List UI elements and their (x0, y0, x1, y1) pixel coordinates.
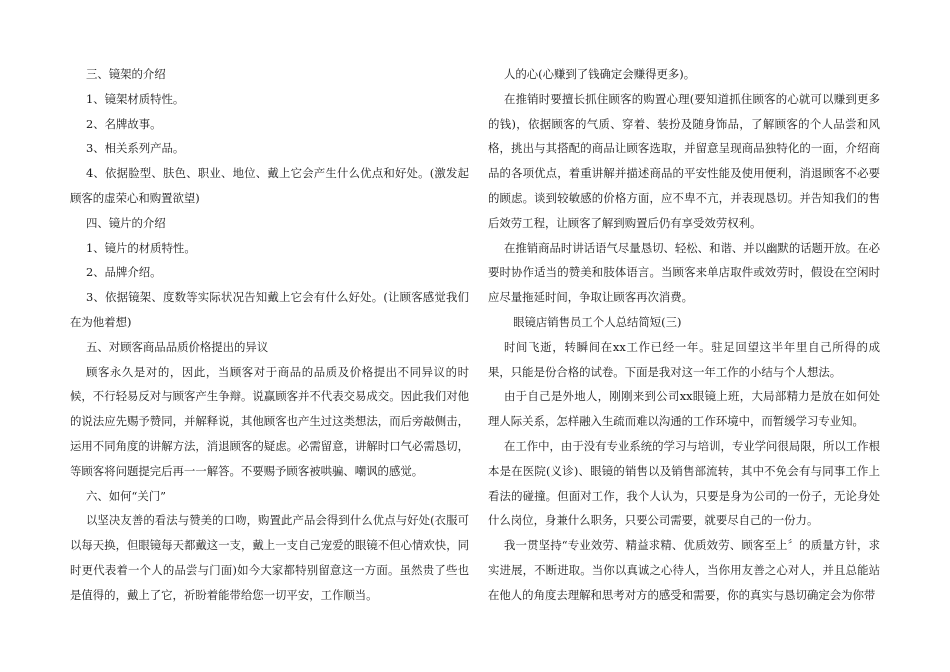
section-heading: 五、对顾客商品品质价格提出的异议 (85, 339, 269, 354)
right-column (488, 62, 880, 608)
list-item: 1、镜架材质特性。 (85, 91, 185, 106)
section-heading: 四、镜片的介绍 (85, 215, 166, 230)
list-item: 4、依据脸型、肤色、职业、地位、戴上它会产生什么优点和好处。(激发起顾客的虚荣心和购置欲望) (70, 166, 469, 205)
section-heading: 三、镜架的介绍 (85, 67, 166, 81)
body-paragraph: 我一贯坚持“专业效劳、精益求精、优质效劳、顾客至上〞的质量方针，求实进展，不断进取。当你以真诚之心待人，当你用友善之心对人，并且总能站在他人的角度去理解和思考对方的感受和需要，你的真实与恳切确定会为你带 (488, 538, 880, 602)
body-paragraph: 顾客永久是对的，因此，当顾客对于商品的品质及价格提出不同异议的时候，不行轻易反对与顾客产生争辩。说赢顾客并不代表交易成交。因此我们对他的说法应先赐予赞同，并解释说，其他顾客也产生过这类想法，而后旁敲侧击，运用不同角度的讲解方法，消退顾客的疑虑。必需留意，讲解时口气必需恳切，等顾客将问题提完后再一一解答。不要赐予顾客被哄骗、嘲讽的感觉。 (70, 364, 469, 478)
body-paragraph: 以坚决友善的看法与赞美的口吻，购置此产品会得到什么优点与好处(衣服可以每天换，但眼镜每天都戴这一支，戴上一支自己宠爱的眼镜不但心情欢快，同时更代表着一个人的品尝与门面)如今大家都特别留意这一方面。虽然贵了些也是值得的，戴上了它，祈盼着能带给您一切平安，工作顺当。 (70, 513, 469, 602)
list-item: 3、相关系列产品。 (85, 141, 185, 156)
list-item: 2、名牌故事。 (85, 116, 162, 131)
section-heading: 六、如何“关门” (85, 488, 166, 503)
body-paragraph: 在工作中，由于没有专业系统的学习与培训，专业学问很局限，所以工作根本是在医院(义诊)、眼镜的销售以及销售部流转，其中不免会有与同事工作上看法的碰撞。但面对工作，我个人认为，只要是身为公司的一份子，无论身处什么岗位，身兼什么职务，只要公司需要，就要尽自己的一份力。 (488, 438, 880, 528)
list-item: 3、依据镜架、度数等实际状况告知戴上它会有什么好处。(让顾客感觉我们在为他着想) (70, 290, 469, 329)
left-column (70, 62, 469, 608)
list-item: 1、镜片的材质特性。 (85, 240, 196, 255)
body-paragraph: 时间飞逝，转瞬间在xx工作已经一年。驻足回望这半年里自己所得的成果，只能是份合格的试卷。下面是我对这一年工作的小结与个人想法。 (488, 339, 880, 379)
list-item: 2、品牌介绍。 (85, 265, 162, 280)
body-paragraph: 在推销时要擅长抓住顾客的购置心理(要知道抓住顾客的心就可以赚到更多的钱)，依据顾客的气质、穿着、装扮及随身饰品，了解顾客的个人品尝和风格，挑出与其搭配的商品让顾客选取，并留意呈现商品独特化的一面，介绍商品的各项优点，着重讲解并描述商品的平安性能及使用便利，消退顾客不必要的顾虑。谈到较敏感的价格方面，应不卑不亢，并表现恳切。并告知我们的售后效劳工程，让顾客了解到购置后仍有享受效劳权利。 (488, 91, 880, 230)
body-paragraph: 由于自己是外地人，刚刚来到公司xx眼镜上班，大局部精力是放在如何处理人际关系，怎样融入生疏而难以沟通的工作环境中，而暂缓学习专业知。 (488, 389, 880, 429)
section-title: 眼镜店销售员工个人总结简短(三) (513, 314, 682, 329)
body-paragraph: 在推销商品时讲话语气尽量恳切、轻松、和谐、并以幽默的话题开放。在必要时协作适当的赞美和肢体语言。当顾客来单店取件或效劳时，假设在空闲时应尽量拖延时间，争取让顾客再次消费。 (488, 240, 880, 305)
body-paragraph: 人的心(心赚到了钱确定会赚得更多)。 (503, 67, 696, 81)
